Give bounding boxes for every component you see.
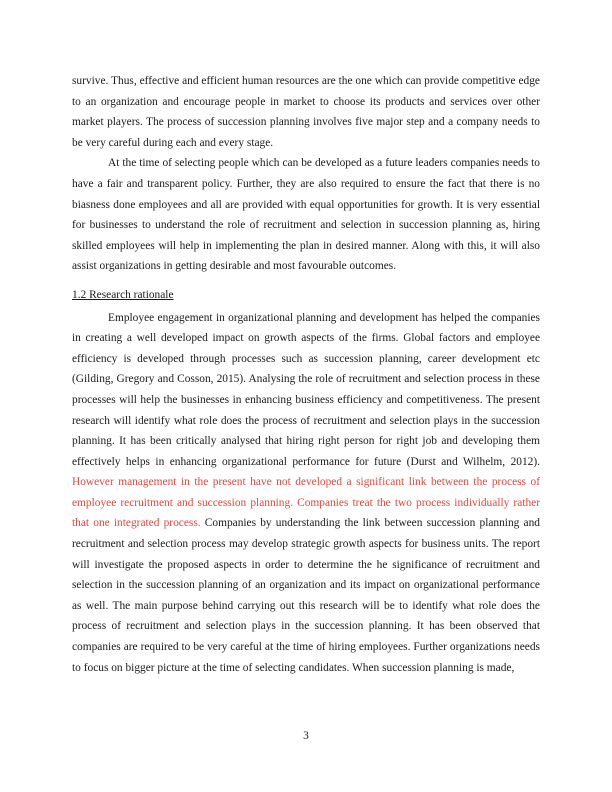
paragraph-3-part-1: Employee engagement in organizational planning and development has helped the companies in creating a well developed impact on growth aspects of the firms. Global factors and employee efficiency is developed through processes such as succession planning, career development etc (Gilding, Gregory and Cosson, 2015). Analysing the role of recruitment and selection process in these processes will help the businesses in enhancing business efficiency and competitiveness. The present research will identify what role does the process of recruitment and selection plays in the succession planning. It has been critically analysed that hiring right person for right job and developing them effectively helps in enhancing organizational performance for future (Durst and Wilhelm, 2012). (72, 311, 540, 468)
paragraph-1: survive. Thus, effective and efficient human resources are the one which can provide competitive edge to an organization and encourage people in market to choose its products and services over other market players. The process of succession planning involves five major step and a company needs to be very careful during each and every stage. (72, 75, 540, 149)
section-heading: 1.2 Research rationale (72, 288, 174, 301)
paragraph-3 (72, 308, 540, 679)
paragraph-2: At the time of selecting people which can be developed as a future leaders companies needs to have a fair and transparent policy. Further, they are also required to ensure the fact that there is no biasness done employees and all are provided with equal opportunities for growth. It is very essential for businesses to understand the role of recruitment and selection in succession planning as, hiring skilled employees will help in implementing the plan in desired manner. Along with this, it will also assist organizations in getting desirable and most favourable outcomes. (72, 157, 540, 273)
paragraph-3-highlight: However management in the present have not developed a significant link between the process of employee recruitment and succession planning. Companies treat the two process individually rather that one integrated process. (72, 476, 540, 530)
paragraph-3-part-2: Companies by understanding the link between succession planning and recruitment and selection process may develop strategic growth aspects for business units. The report will investigate the proposed aspects in order to determine the he significance of recruitment and selection in the succession planning of an organization and its impact on organizational performance as well. The main purpose behind carrying out this research will be to identify what role does the process of recruitment and selection plays in the succession planning. It has been observed that companies are required to be very careful at the time of hiring employees. Further organizations needs to focus on bigger picture at the time of selecting candidates. When succession planning is made, (72, 517, 540, 674)
document-body (72, 71, 540, 678)
page-number: 3 (303, 730, 309, 742)
